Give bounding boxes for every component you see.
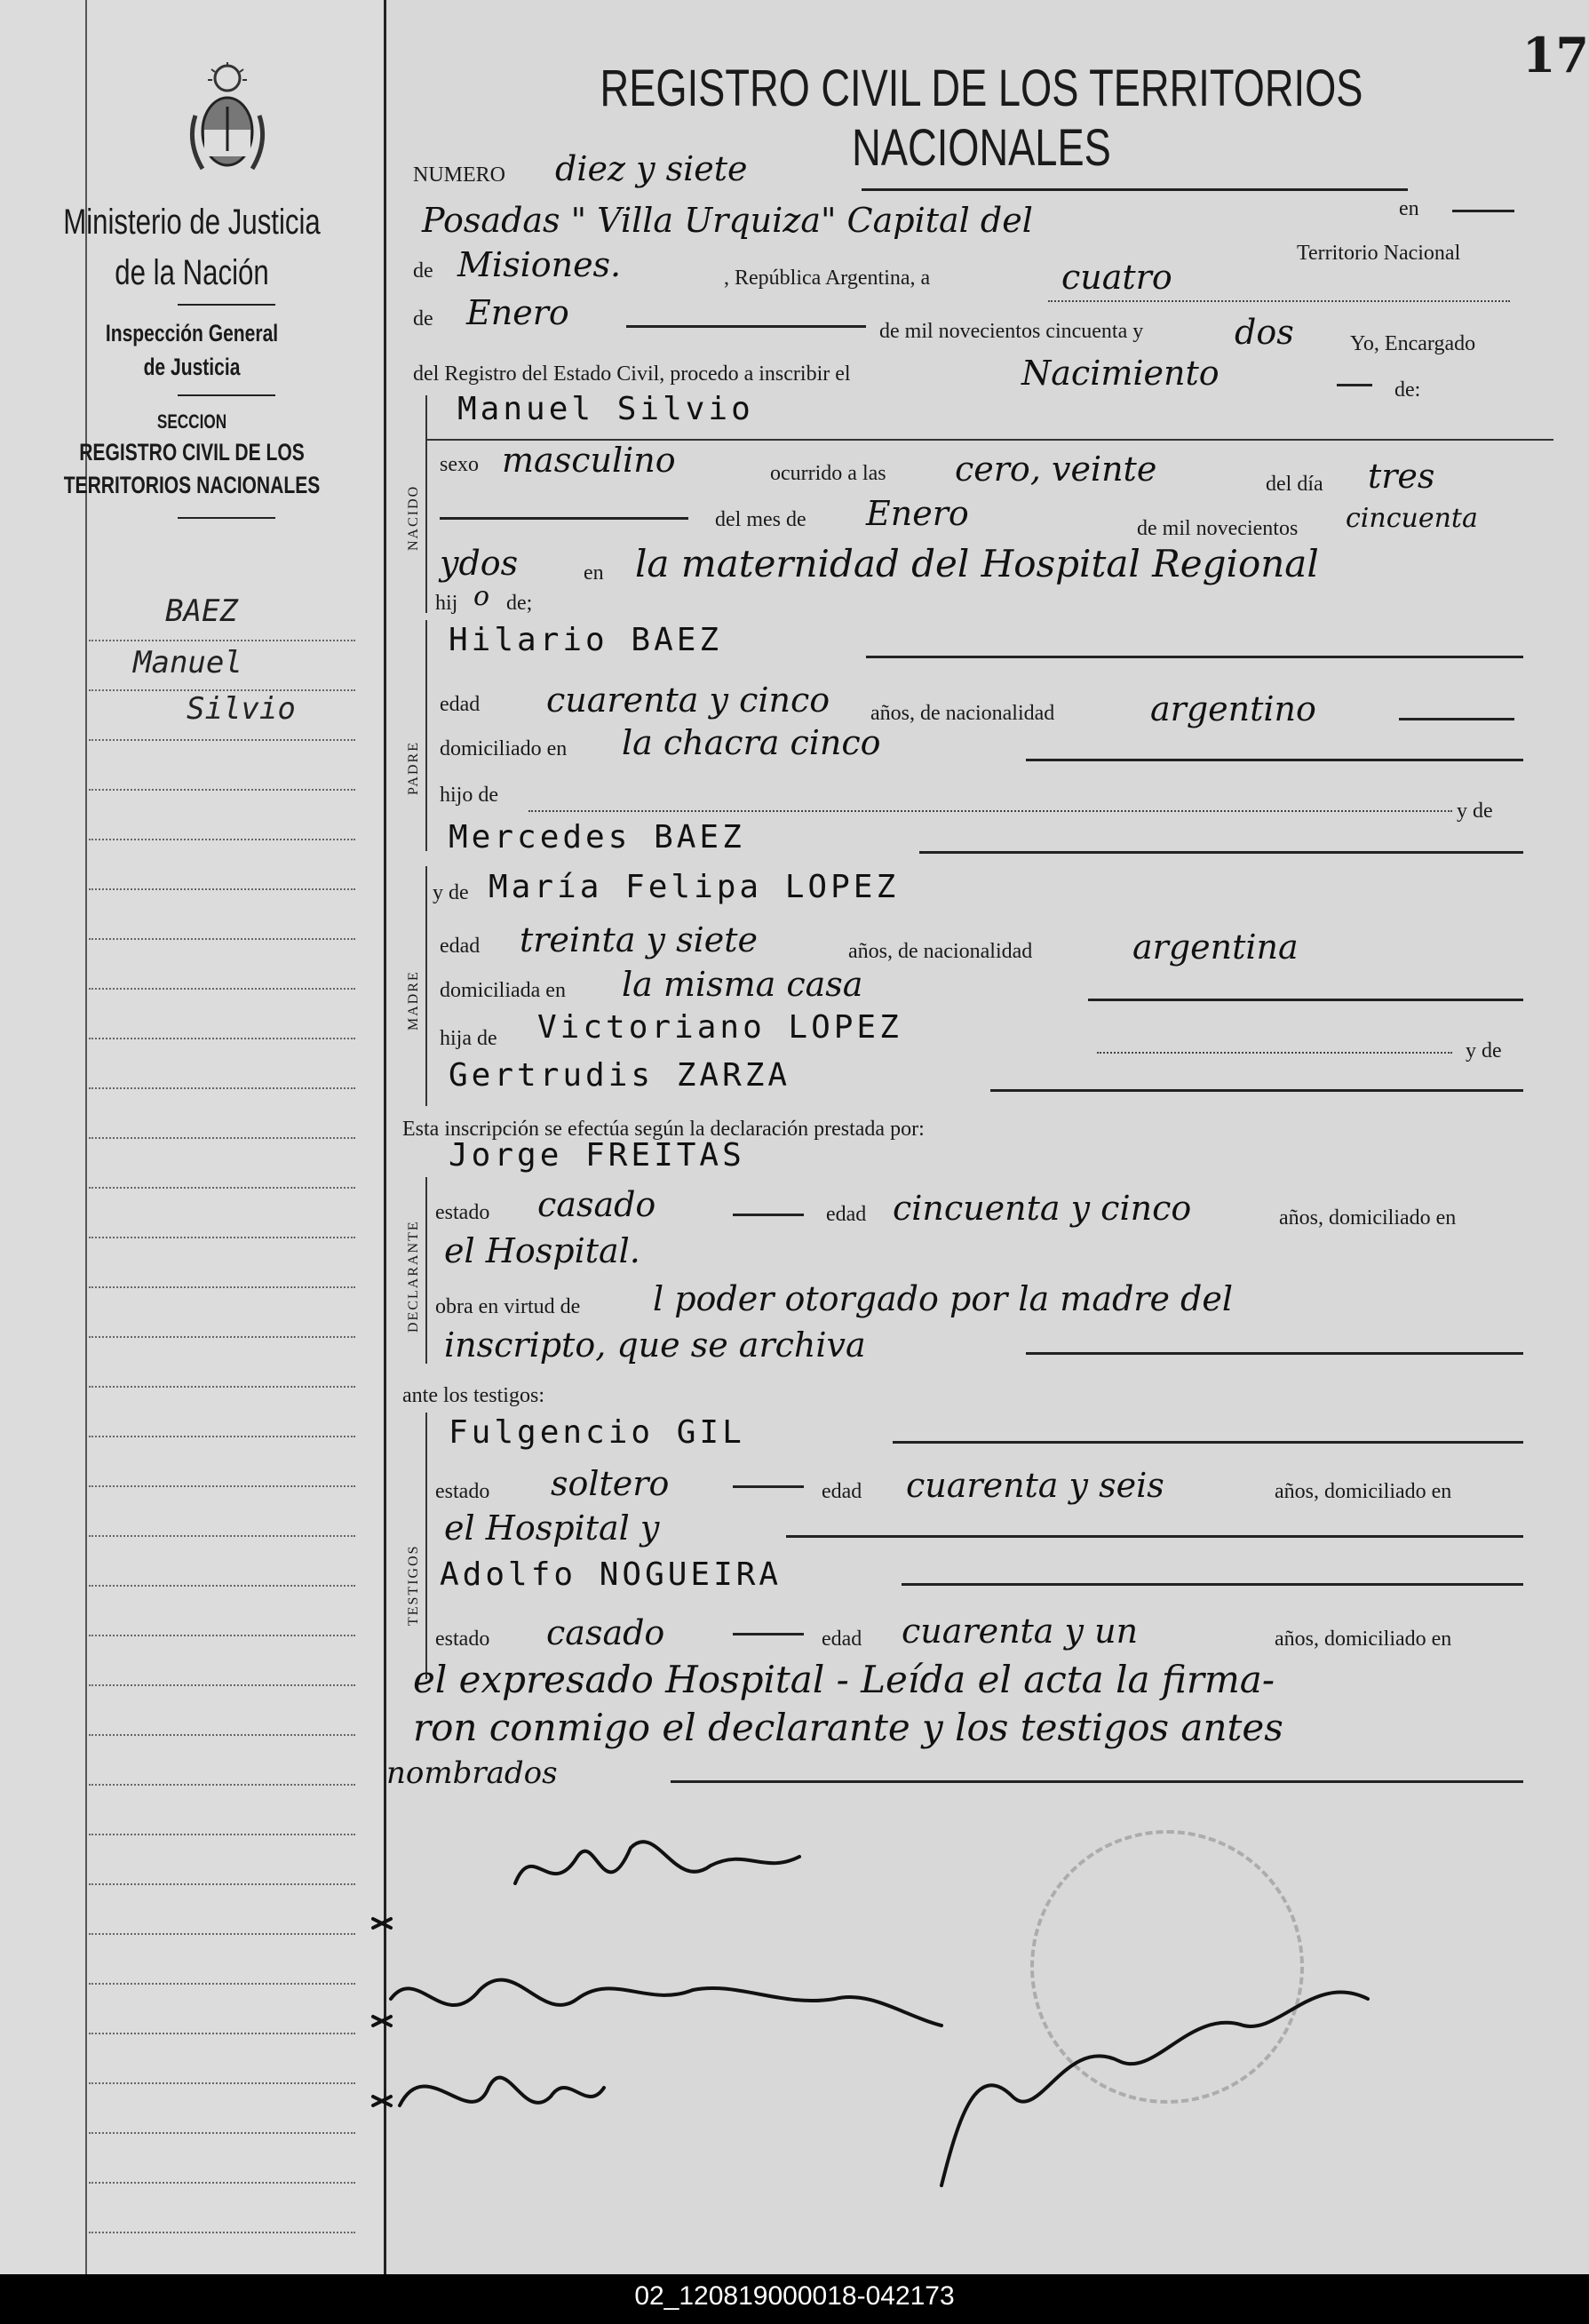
signatures-area [338, 1830, 1492, 2256]
field-madre-nombre: María Felipa LOPEZ [489, 869, 900, 905]
margin-guide-line [89, 640, 355, 641]
divider [178, 304, 275, 306]
fill-line [862, 188, 1408, 191]
fill-line [919, 851, 1523, 854]
fill-line [1097, 1052, 1452, 1054]
margin-guide-line [89, 2033, 355, 2034]
section-bracket-declarante [425, 1177, 427, 1364]
margin-guide-line [89, 988, 355, 990]
field-dia-inscripcion: cuatro [1061, 258, 1172, 297]
label-edad-declarante: edad [826, 1203, 867, 1226]
fill-line [626, 325, 866, 328]
fill-line [1452, 210, 1514, 212]
label-obra-en-virtud: obra en virtud de [435, 1295, 581, 1318]
ministry-name-line2: de la Nación [115, 253, 269, 292]
label-domiciliado-padre: domiciliado en [440, 737, 568, 760]
field-testigo2-estado: casado [546, 1613, 665, 1652]
margin-guide-line [89, 1784, 355, 1786]
field-testigo1-estado: soltero [551, 1464, 670, 1503]
field-mes-nacimiento: Enero [866, 494, 969, 533]
fill-line [1026, 1352, 1523, 1355]
signature-testigo1 [391, 1980, 941, 2026]
field-testigo1-edad: cuarenta y seis [906, 1466, 1164, 1505]
margin-guide-line [89, 1834, 355, 1835]
signature-testigo2 [400, 2078, 604, 2105]
coat-of-arms-icon [185, 62, 270, 178]
field-padre-nombre: Hilario BAEZ [449, 622, 723, 658]
label-y-de: y de [1457, 800, 1493, 823]
margin-guide-line [89, 789, 355, 791]
divider [178, 517, 275, 519]
page-number: 17 [1521, 27, 1589, 84]
margin-guide-line [89, 2232, 355, 2233]
field-padre-abuelo: Mercedes BAEZ [449, 819, 745, 856]
label-de-mil-cincuenta: de mil novecientos cincuenta y [879, 320, 1144, 343]
margin-guide-line [89, 839, 355, 840]
margin-guide-line [89, 1734, 355, 1736]
label-de2: de [413, 307, 433, 330]
section-bracket-testigos [425, 1413, 427, 1679]
margin-guide-line [89, 1883, 355, 1885]
registro-line2: TERRITORIOS NACIONALES [63, 472, 321, 498]
margin-guide-line [89, 1635, 355, 1636]
field-declarante-nombre: Jorge FREITAS [449, 1137, 745, 1174]
label-y-de-hija: y de [1466, 1039, 1502, 1063]
fill-line [1026, 759, 1523, 761]
fill-line [440, 517, 688, 520]
label-anos-domiciliado-declarante: años, domiciliado en [1279, 1206, 1457, 1230]
fill-line [1088, 999, 1523, 1001]
field-obra-virtud-1: l poder otorgado por la madre del [653, 1279, 1233, 1318]
fill-line [1399, 718, 1514, 720]
inspeccion-line2: de Justicia [143, 354, 241, 380]
field-anio-nacimiento-2: ydos [440, 544, 519, 583]
section-label-declarante: DECLARANTE [406, 1220, 421, 1333]
label-en-lugar: en [584, 561, 604, 585]
label-del-dia: del día [1266, 473, 1323, 496]
label-anos-nacionalidad-padre: años, de nacionalidad [870, 702, 1055, 725]
field-nombre-inscripto: Manuel Silvio [457, 391, 754, 427]
label-estado-testigo1: estado [435, 1480, 490, 1503]
label-del-mes: del mes de [715, 508, 806, 531]
field-declarante-domicilio: el Hospital. [444, 1231, 640, 1270]
fill-line [671, 1780, 1523, 1783]
margin-guide-line [89, 1187, 355, 1189]
fill-line [733, 1633, 804, 1636]
field-hora: cero, veinte [955, 450, 1157, 489]
section-label-testigos: TESTIGOS [406, 1544, 421, 1626]
field-sexo: masculino [502, 441, 676, 480]
field-hij-sufijo: o [473, 581, 490, 612]
margin-guide-line [89, 1237, 355, 1238]
field-padre-domicilio: la chacra cinco [622, 723, 881, 762]
field-cierre-1: el expresado Hospital - Leída el acta la firma- [413, 1658, 1275, 1701]
label-hij: hij [435, 592, 458, 615]
fill-line [990, 1089, 1523, 1092]
field-mes-inscripcion: Enero [466, 293, 569, 332]
label-de-mil-novecientos: de mil novecientos [1137, 517, 1299, 540]
label-edad-padre: edad [440, 693, 481, 716]
field-madre-padre: Victoriano LOPEZ [537, 1009, 902, 1046]
label-en: en [1399, 197, 1419, 220]
label-edad-testigo1: edad [822, 1480, 862, 1503]
margin-guide-line [89, 1585, 355, 1587]
field-madre-edad: treinta y siete [520, 920, 759, 959]
section-bracket-nacido [425, 395, 427, 613]
margin-guide-line [89, 2132, 355, 2134]
label-de: de [413, 259, 433, 283]
section-label-padre: PADRE [406, 741, 421, 795]
margin-guide-line [89, 1436, 355, 1437]
fill-line [786, 1535, 1523, 1538]
label-de-colon: de: [1394, 378, 1421, 402]
field-testigo2-nombre: Adolfo NOGUEIRA [440, 1556, 783, 1593]
label-republica: , República Argentina, a [724, 267, 931, 290]
section-label-madre: MADRE [406, 970, 421, 1031]
field-madre-madre: Gertrudis ZARZA [449, 1057, 791, 1094]
fill-line [733, 1214, 804, 1216]
field-anio: dos [1235, 313, 1294, 352]
inspeccion-line1: Inspección General [105, 320, 279, 346]
field-dia-nacimiento: tres [1368, 457, 1435, 496]
label-hijo-de: hijo de [440, 784, 498, 807]
field-cierre-2: ron conmigo el declarante y los testigos antes [413, 1706, 1283, 1749]
margin-guide-line [89, 888, 355, 890]
margin-guide-line [89, 1983, 355, 1985]
margin-guide-line [89, 1336, 355, 1338]
label-estado-declarante: estado [435, 1201, 490, 1224]
label-esta-inscripcion: Esta inscripción se efectúa según la declaración prestada por: [402, 1118, 925, 1141]
field-padre-edad: cuarenta y cinco [546, 680, 830, 720]
label-del-registro: del Registro del Estado Civil, procedo a inscribir el [413, 362, 851, 386]
field-numero: diez y siete [555, 149, 748, 188]
label-anos-domiciliado-testigo1: años, domiciliado en [1275, 1480, 1452, 1503]
margin-guide-line [89, 2182, 355, 2184]
label-territorio: Territorio Nacional [1297, 242, 1461, 265]
label-y-de-madre: y de [433, 881, 469, 904]
label-sexo: sexo [440, 453, 479, 476]
margin-guide-line [89, 739, 355, 741]
field-cierre-3: nombrados [386, 1755, 558, 1791]
margin-guide-line [89, 1684, 355, 1686]
page-title: REGISTRO CIVIL DE LOS TERRITORIOS NACIONALES [600, 60, 1363, 177]
margin-guide-line [89, 1386, 355, 1388]
field-territorio: Misiones. [457, 245, 622, 284]
field-testigo1-domicilio: el Hospital y [444, 1508, 660, 1548]
margin-guide-line [89, 1087, 355, 1089]
field-madre-domicilio: la misma casa [622, 965, 863, 1004]
label-estado-testigo2: estado [435, 1628, 490, 1651]
margin-panel [0, 0, 386, 2274]
field-testigo2-edad: cuarenta y un [902, 1612, 1139, 1651]
label-edad-testigo2: edad [822, 1628, 862, 1651]
label-ocurrido: ocurrido a las [770, 462, 886, 485]
label-de-semicolon: de; [506, 592, 533, 615]
margin-guide-line [89, 689, 355, 691]
signature-declarante [515, 1842, 799, 1883]
label-numero: NUMERO [413, 163, 506, 187]
fill-line [1337, 384, 1372, 386]
field-declarante-edad: cincuenta y cinco [893, 1189, 1192, 1228]
label-anos-nacionalidad-madre: años, de nacionalidad [848, 940, 1033, 963]
registro-line1: REGISTRO CIVIL DE LOS [79, 439, 305, 466]
field-lugar-nacimiento: la maternidad del Hospital Regional [635, 542, 1319, 585]
section-bracket-padre [425, 620, 427, 851]
divider [178, 394, 275, 396]
margin-guide-line [89, 1286, 355, 1288]
fill-line [866, 656, 1523, 658]
margin-guide-line [89, 938, 355, 940]
label-yo-encargado: Yo, Encargado [1350, 332, 1476, 355]
field-anio-nacimiento-1: cincuenta [1346, 503, 1478, 534]
margin-guide-line [89, 1485, 355, 1487]
field-madre-nacionalidad: argentina [1132, 927, 1299, 967]
margin-guide-line [89, 1535, 355, 1537]
fill-line [902, 1583, 1523, 1586]
fill-line [733, 1485, 804, 1488]
fill-line [893, 1441, 1523, 1444]
section-bracket-madre [425, 866, 427, 1106]
label-hija-de: hija de [440, 1027, 497, 1050]
fill-line [528, 810, 1452, 812]
field-testigo1-nombre: Fulgencio GIL [449, 1414, 745, 1451]
field-lugar: Posadas " Villa Urquiza" Capital del [422, 201, 1033, 240]
ministry-name-line1: Ministerio de Justicia [63, 203, 321, 242]
field-obra-virtud-2: inscripto, que se archiva [444, 1325, 866, 1365]
fill-line [1048, 300, 1510, 302]
margin-guide-line [89, 1137, 355, 1139]
margin-surname: BAEZ [165, 593, 238, 629]
seccion-label: SECCION [156, 410, 227, 433]
document-id: 02_120819000018-042173 [634, 2281, 955, 2311]
margin-given-name-2: Silvio [187, 691, 296, 727]
margin-guide-line [89, 1933, 355, 1935]
margin-given-name: Manuel [133, 645, 242, 680]
margin-guide-line [89, 1038, 355, 1039]
label-edad-madre: edad [440, 935, 481, 958]
field-acto: Nacimiento [1021, 354, 1220, 393]
label-ante-testigos: ante los testigos: [402, 1384, 544, 1407]
field-declarante-estado: casado [537, 1185, 656, 1224]
signature-encargado [941, 1992, 1368, 2185]
signature-marks [338, 1830, 1492, 2256]
margin-guide-line [89, 2082, 355, 2084]
label-domiciliada: domiciliada en [440, 979, 566, 1002]
label-anos-domiciliado-testigo2: años, domiciliado en [1275, 1628, 1452, 1651]
field-padre-nacionalidad: argentino [1150, 689, 1316, 728]
section-label-nacido: NACIDO [406, 484, 421, 551]
